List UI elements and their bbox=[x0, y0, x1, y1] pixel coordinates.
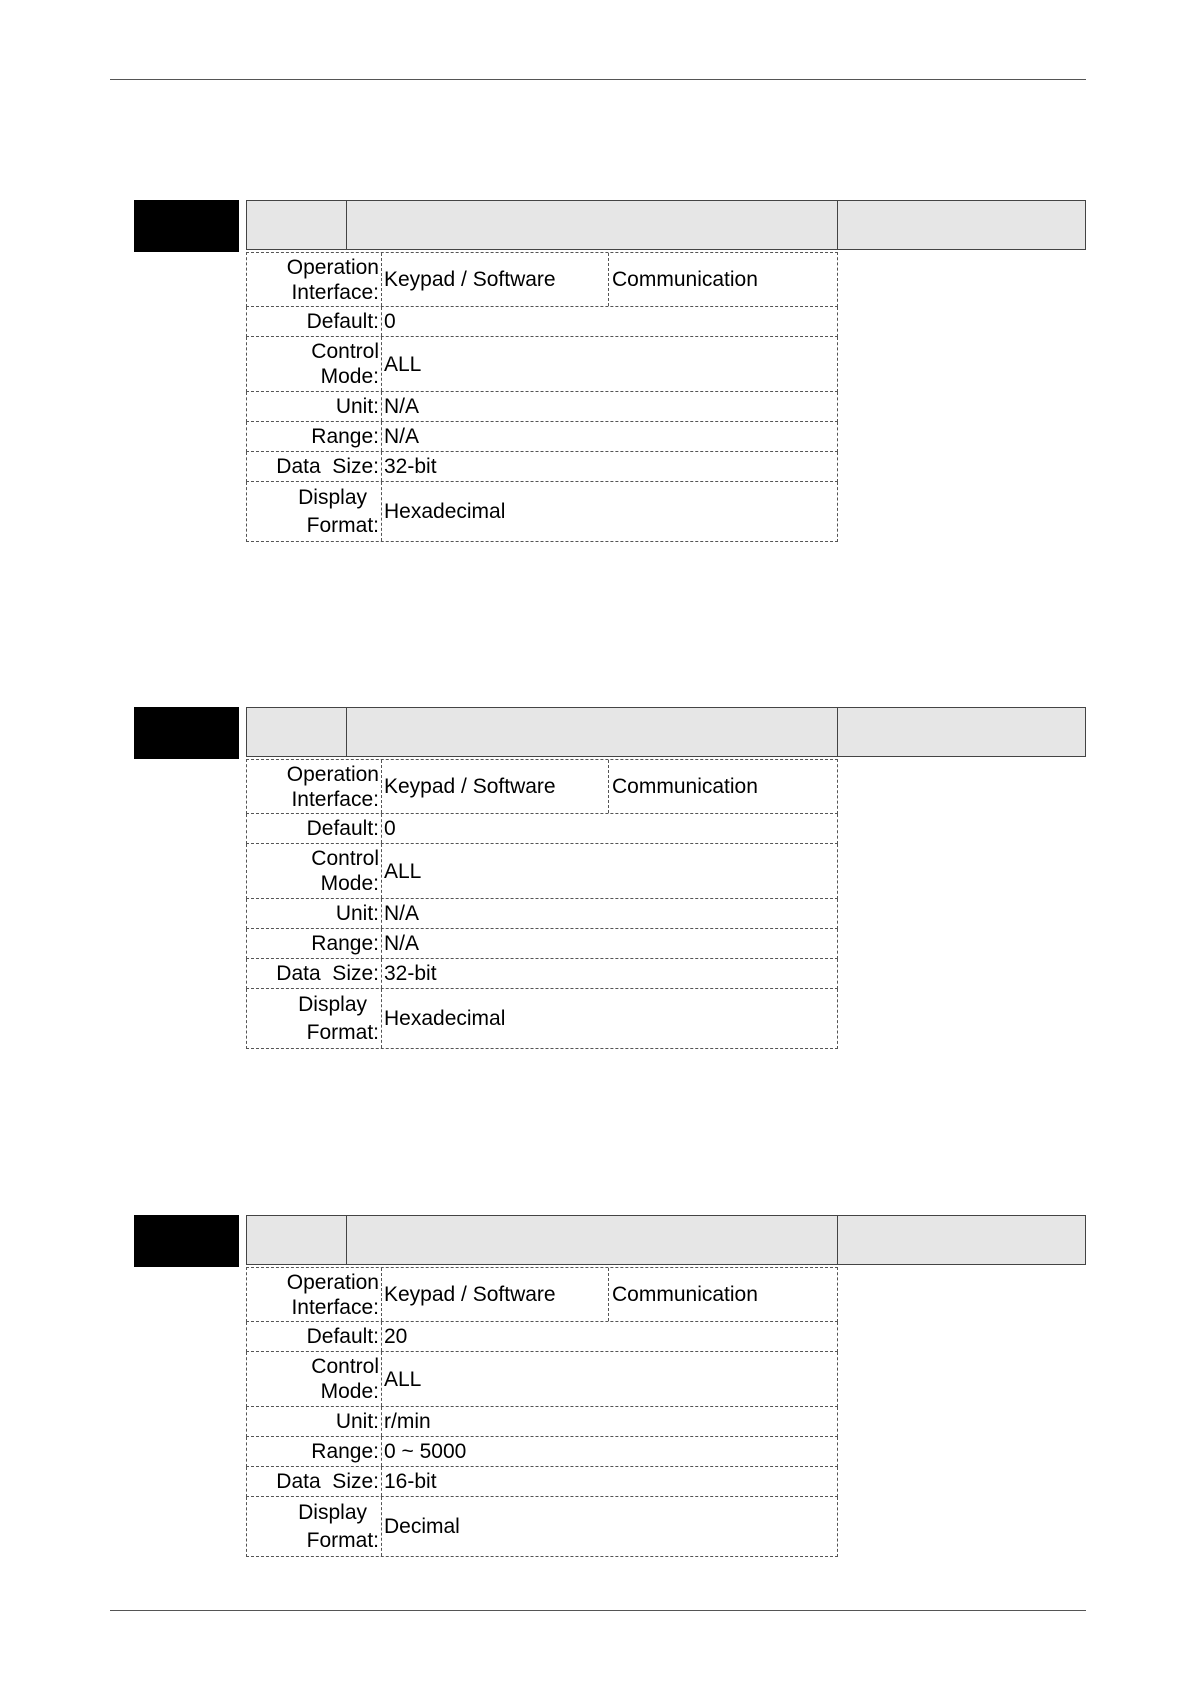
parameter-address-cell bbox=[246, 1215, 347, 1265]
interface-keypad-value: Keypad / Software bbox=[382, 1268, 609, 1321]
data-size-value: 32-bit bbox=[384, 962, 437, 985]
default-value: 0 bbox=[384, 817, 396, 840]
default-label: Default: bbox=[247, 814, 382, 843]
row-control-mode bbox=[246, 337, 838, 392]
parameter-address-cell bbox=[246, 200, 347, 250]
unit-value: N/A bbox=[384, 902, 420, 925]
row-data-size bbox=[246, 452, 838, 482]
row-default bbox=[246, 814, 838, 844]
unit-value: N/A bbox=[384, 395, 420, 418]
row-operation-interface bbox=[246, 759, 838, 814]
header-rule bbox=[110, 79, 1086, 80]
range-value: N/A bbox=[384, 932, 420, 955]
range-label: Range: bbox=[247, 1437, 382, 1466]
row-range bbox=[246, 422, 838, 452]
control-mode-label: Control Mode: bbox=[247, 1352, 382, 1406]
operation-interface-label: Operation Interface: bbox=[247, 253, 382, 306]
row-range bbox=[246, 1437, 838, 1467]
row-unit bbox=[246, 392, 838, 422]
interface-keypad-value: Keypad / Software bbox=[382, 253, 609, 306]
parameter-properties-table bbox=[246, 252, 838, 542]
parameter-block-1 bbox=[0, 200, 1190, 560]
footer-rule bbox=[110, 1610, 1086, 1611]
row-display-format bbox=[246, 989, 838, 1049]
control-mode-value: ALL bbox=[384, 859, 422, 883]
unit-value: r/min bbox=[384, 1410, 431, 1433]
parameter-extra-cell bbox=[837, 200, 1086, 250]
row-operation-interface bbox=[246, 1267, 838, 1322]
data-size-label: Data Size: bbox=[247, 1467, 382, 1496]
parameter-id-box bbox=[134, 200, 239, 252]
row-display-format bbox=[246, 1497, 838, 1557]
display-format-label: Display Format: bbox=[247, 989, 382, 1048]
control-mode-label: Control Mode: bbox=[247, 844, 382, 898]
data-size-label: Data Size: bbox=[247, 959, 382, 988]
unit-label: Unit: bbox=[247, 1407, 382, 1436]
default-label: Default: bbox=[247, 307, 382, 336]
row-operation-interface bbox=[246, 252, 838, 307]
data-size-label: Data Size: bbox=[247, 452, 382, 481]
parameter-id-box bbox=[134, 1215, 239, 1267]
default-value: 20 bbox=[384, 1325, 408, 1348]
unit-label: Unit: bbox=[247, 392, 382, 421]
row-default bbox=[246, 1322, 838, 1352]
row-unit bbox=[246, 899, 838, 929]
row-display-format bbox=[246, 482, 838, 542]
control-mode-value: ALL bbox=[384, 1367, 422, 1391]
operation-interface-label: Operation Interface: bbox=[247, 760, 382, 813]
display-format-value: Decimal bbox=[384, 1515, 460, 1538]
range-label: Range: bbox=[247, 929, 382, 958]
row-control-mode bbox=[246, 1352, 838, 1407]
interface-communication-value: Communication bbox=[612, 775, 758, 798]
operation-interface-label: Operation Interface: bbox=[247, 1268, 382, 1321]
interface-keypad-value: Keypad / Software bbox=[382, 760, 609, 813]
parameter-block-2 bbox=[0, 707, 1190, 1067]
display-format-value: Hexadecimal bbox=[384, 1007, 506, 1030]
interface-communication-value: Communication bbox=[612, 1283, 758, 1306]
display-format-label: Display Format: bbox=[247, 1497, 382, 1556]
interface-communication-value: Communication bbox=[612, 268, 758, 291]
row-range bbox=[246, 929, 838, 959]
control-mode-value: ALL bbox=[384, 352, 422, 376]
range-value: 0 ~ 5000 bbox=[384, 1440, 467, 1463]
parameter-address-cell bbox=[246, 707, 347, 757]
parameter-block-3 bbox=[0, 1215, 1190, 1575]
row-control-mode bbox=[246, 844, 838, 899]
row-unit bbox=[246, 1407, 838, 1437]
data-size-value: 16-bit bbox=[384, 1470, 437, 1493]
parameter-id-box bbox=[134, 707, 239, 759]
parameter-properties-table bbox=[246, 759, 838, 1049]
range-label: Range: bbox=[247, 422, 382, 451]
parameter-extra-cell bbox=[837, 1215, 1086, 1265]
display-format-label: Display Format: bbox=[247, 482, 382, 541]
parameter-properties-table bbox=[246, 1267, 838, 1557]
row-data-size bbox=[246, 1467, 838, 1497]
range-value: N/A bbox=[384, 425, 420, 448]
row-default bbox=[246, 307, 838, 337]
unit-label: Unit: bbox=[247, 899, 382, 928]
default-value: 0 bbox=[384, 310, 396, 333]
display-format-value: Hexadecimal bbox=[384, 500, 506, 523]
parameter-extra-cell bbox=[837, 707, 1086, 757]
default-label: Default: bbox=[247, 1322, 382, 1351]
row-data-size bbox=[246, 959, 838, 989]
control-mode-label: Control Mode: bbox=[247, 337, 382, 391]
parameter-name-cell bbox=[346, 1215, 838, 1265]
data-size-value: 32-bit bbox=[384, 455, 437, 478]
parameter-name-cell bbox=[346, 707, 838, 757]
parameter-name-cell bbox=[346, 200, 838, 250]
